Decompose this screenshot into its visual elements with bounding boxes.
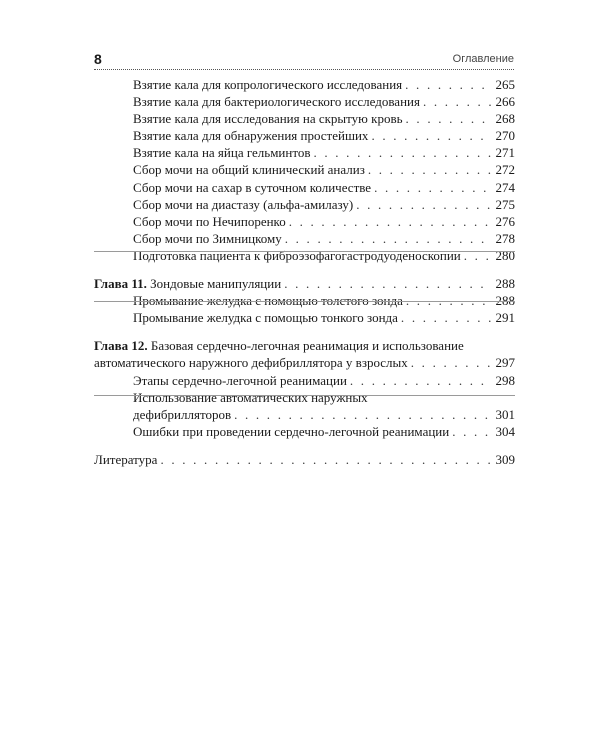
toc-entry[interactable] (94, 76, 515, 93)
toc-entry-page: 266 (495, 94, 515, 110)
toc-entry-page: 271 (495, 145, 515, 161)
dot-leader (401, 309, 492, 326)
dot-leader (285, 230, 492, 247)
dot-leader (234, 406, 492, 423)
section-divider (94, 301, 515, 302)
toc-entry[interactable] (94, 93, 515, 110)
toc-entry-title: Промывание желудка с помощью тонкого зонда (133, 310, 398, 326)
toc-entry-title: Литература (94, 451, 158, 467)
toc-references[interactable] (94, 451, 515, 468)
toc-entry-page: 280 (495, 247, 515, 263)
page-header (94, 50, 514, 70)
toc-entry-page: 298 (495, 372, 515, 388)
toc-entry[interactable] (94, 196, 515, 213)
toc-entry-page: 291 (495, 310, 515, 326)
toc-entry[interactable] (94, 110, 515, 127)
toc-entry-title-line1: Использование автоматических наружных (133, 389, 368, 405)
toc-entry-title: Сбор мочи на диастазу (альфа-амилазу) (133, 196, 354, 212)
toc-entry-title-line2: дефибрилляторов (133, 406, 232, 422)
table-of-contents (94, 76, 515, 468)
dot-leader (350, 372, 492, 389)
section-divider (94, 251, 515, 252)
toc-entry-title: Ошибки при проведении сердечно-легочной реанимации (133, 423, 450, 439)
dot-leader (289, 213, 492, 230)
chapter-title-line1: Базовая сердечно-легочная реанимация и использование (150, 338, 464, 354)
dot-leader (356, 196, 492, 213)
toc-entry[interactable] (94, 213, 515, 230)
dot-leader (406, 110, 492, 127)
chapter-label: Глава 11. (94, 276, 147, 292)
toc-entry[interactable] (94, 389, 515, 406)
dot-leader (423, 93, 492, 110)
toc-entry-page: 268 (495, 111, 515, 127)
toc-entry-page: 275 (495, 196, 515, 212)
dot-leader (464, 247, 492, 264)
toc-chapter-11[interactable] (94, 275, 515, 292)
chapter-title-line2: автоматического наружного дефибриллятора у взрослых (94, 355, 408, 371)
toc-entry-page: 309 (495, 451, 515, 467)
running-title: Оглавление (452, 53, 514, 65)
toc-entry-title: Промывание желудка с помощью толстого зонда (133, 293, 403, 309)
toc-entry[interactable] (94, 309, 515, 326)
toc-entry-title: Взятие кала для копрологического исследования (133, 77, 403, 92)
toc-entry-page: 272 (495, 162, 515, 178)
chapter-label: Глава 12. (94, 338, 148, 354)
dot-leader (452, 423, 492, 440)
toc-entry-page: 304 (495, 423, 515, 439)
toc-entry-page: 288 (495, 293, 515, 309)
toc-entry-title: Взятие кала для обнаружения простейших (133, 128, 369, 144)
section-divider (94, 395, 515, 396)
toc-entry-page: 270 (495, 128, 515, 144)
dot-leader (405, 76, 492, 93)
chapter-title: Зондовые манипуляции (150, 276, 282, 292)
toc-entry-page: 274 (495, 179, 515, 195)
toc-entry-title: Сбор мочи на сахар в суточном количестве (133, 179, 372, 195)
toc-chapter-12-cont[interactable] (94, 354, 515, 371)
toc-entry-page: 301 (495, 406, 515, 422)
toc-entry-page: 276 (495, 213, 515, 229)
toc-entry[interactable] (94, 423, 515, 440)
dot-leader (160, 451, 492, 468)
dot-leader (284, 275, 492, 292)
dot-leader (374, 179, 492, 196)
dot-leader (368, 161, 492, 178)
toc-entry[interactable] (94, 230, 515, 247)
toc-entry-title: Взятие кала для бактериологического исследования (133, 94, 420, 110)
toc-entry-title: Взятие кала для исследования на скрытую кровь (133, 111, 403, 127)
toc-entry[interactable] (94, 127, 515, 144)
toc-entry[interactable] (94, 247, 515, 264)
header-rule (94, 69, 514, 70)
dot-leader (411, 354, 492, 371)
toc-entry[interactable] (94, 144, 515, 161)
toc-entry-title: Взятие кала на яйца гельминтов (133, 145, 311, 161)
toc-entry-title: Подготовка пациента к фиброэзофагогастродуоденоскопии (133, 247, 461, 263)
toc-entry-title: Этапы сердечно-легочной реанимации (133, 372, 347, 388)
dot-leader (313, 144, 492, 161)
toc-entry-title: Сбор мочи по Нечипоренко (133, 213, 286, 229)
toc-entry-title: Сбор мочи на общий клинический анализ (133, 162, 365, 178)
toc-entry-page: 297 (495, 355, 515, 371)
toc-entry-page: 265 (495, 77, 515, 92)
dot-leader (371, 127, 492, 144)
toc-entry[interactable] (94, 161, 515, 178)
toc-entry-page: 278 (495, 230, 515, 246)
toc-entry-page: 288 (495, 276, 515, 292)
toc-entry[interactable] (94, 179, 515, 196)
toc-entry[interactable] (94, 372, 515, 389)
toc-chapter-12[interactable] (94, 337, 515, 354)
page-number: 8 (94, 51, 102, 67)
toc-entry-cont[interactable] (94, 406, 515, 423)
toc-entry-title: Сбор мочи по Зимницкому (133, 230, 282, 246)
